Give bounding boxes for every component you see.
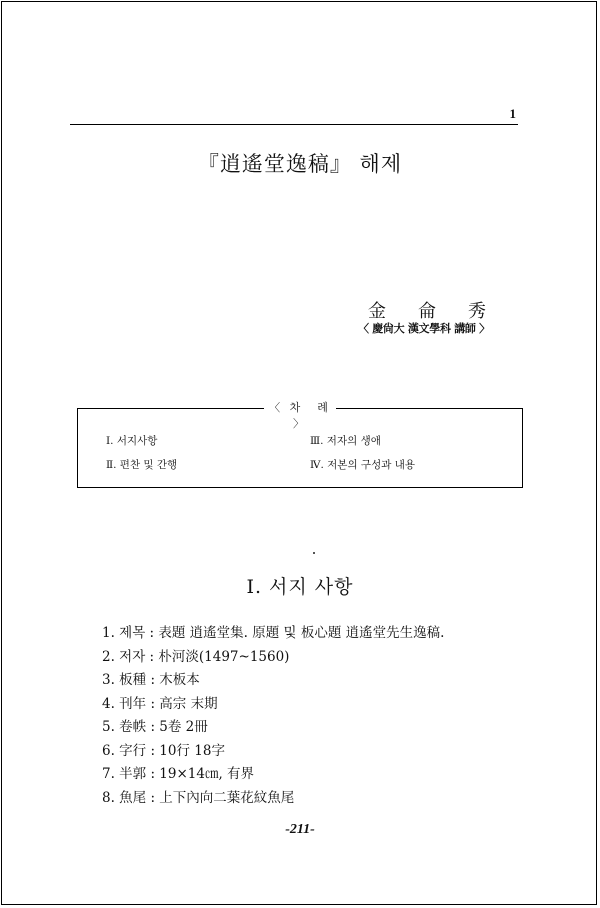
author-name-char: 侖 xyxy=(418,301,436,322)
list-item: 7. 半郭 : 19×14㎝, 有界 xyxy=(102,766,255,782)
list-item: 5. 卷帙 : 5卷 2冊 xyxy=(102,719,208,735)
author-affiliation: 〈 慶尙大 漢文學科 講師 〉 xyxy=(358,322,490,335)
toc-item-bibliography: Ⅰ. 서지사항 xyxy=(106,435,158,447)
author-name-char: 秀 xyxy=(468,301,486,322)
toc-item-author-life: Ⅲ. 저자의 생애 xyxy=(310,435,381,447)
header-rule xyxy=(70,124,518,125)
list-item: 4. 刊年 : 高宗 末期 xyxy=(102,695,218,712)
toc-item-compilation: Ⅱ. 편찬 및 간행 xyxy=(106,459,178,471)
author-name-char: 金 xyxy=(368,301,386,322)
section-heading: Ⅰ. 서지 사항 xyxy=(246,576,354,598)
list-item: 3. 板種 : 木板本 xyxy=(102,672,200,688)
list-item: 2. 저자 : 朴河淡(1497~1560) xyxy=(102,648,290,665)
bibliography-list xyxy=(102,622,522,810)
table-of-contents xyxy=(77,401,523,488)
folio: -211- xyxy=(285,822,315,837)
scan-speck xyxy=(313,552,315,554)
toc-item-structure: Ⅳ. 저본의 구성과 내용 xyxy=(310,459,415,471)
document-title: 『逍遙堂逸稿』 해제 xyxy=(197,152,403,176)
page-number: 1 xyxy=(509,106,516,121)
toc-heading: 〈 차 례 〉 xyxy=(264,400,336,416)
list-item: 6. 字行 : 10行 18字 xyxy=(102,742,225,759)
list-item: 8. 魚尾 : 上下內向二葉花紋魚尾 xyxy=(102,789,295,806)
list-item: 1. 제목 : 表題 逍遙堂集. 原題 및 板心題 逍遙堂先生逸稿. xyxy=(102,625,445,641)
